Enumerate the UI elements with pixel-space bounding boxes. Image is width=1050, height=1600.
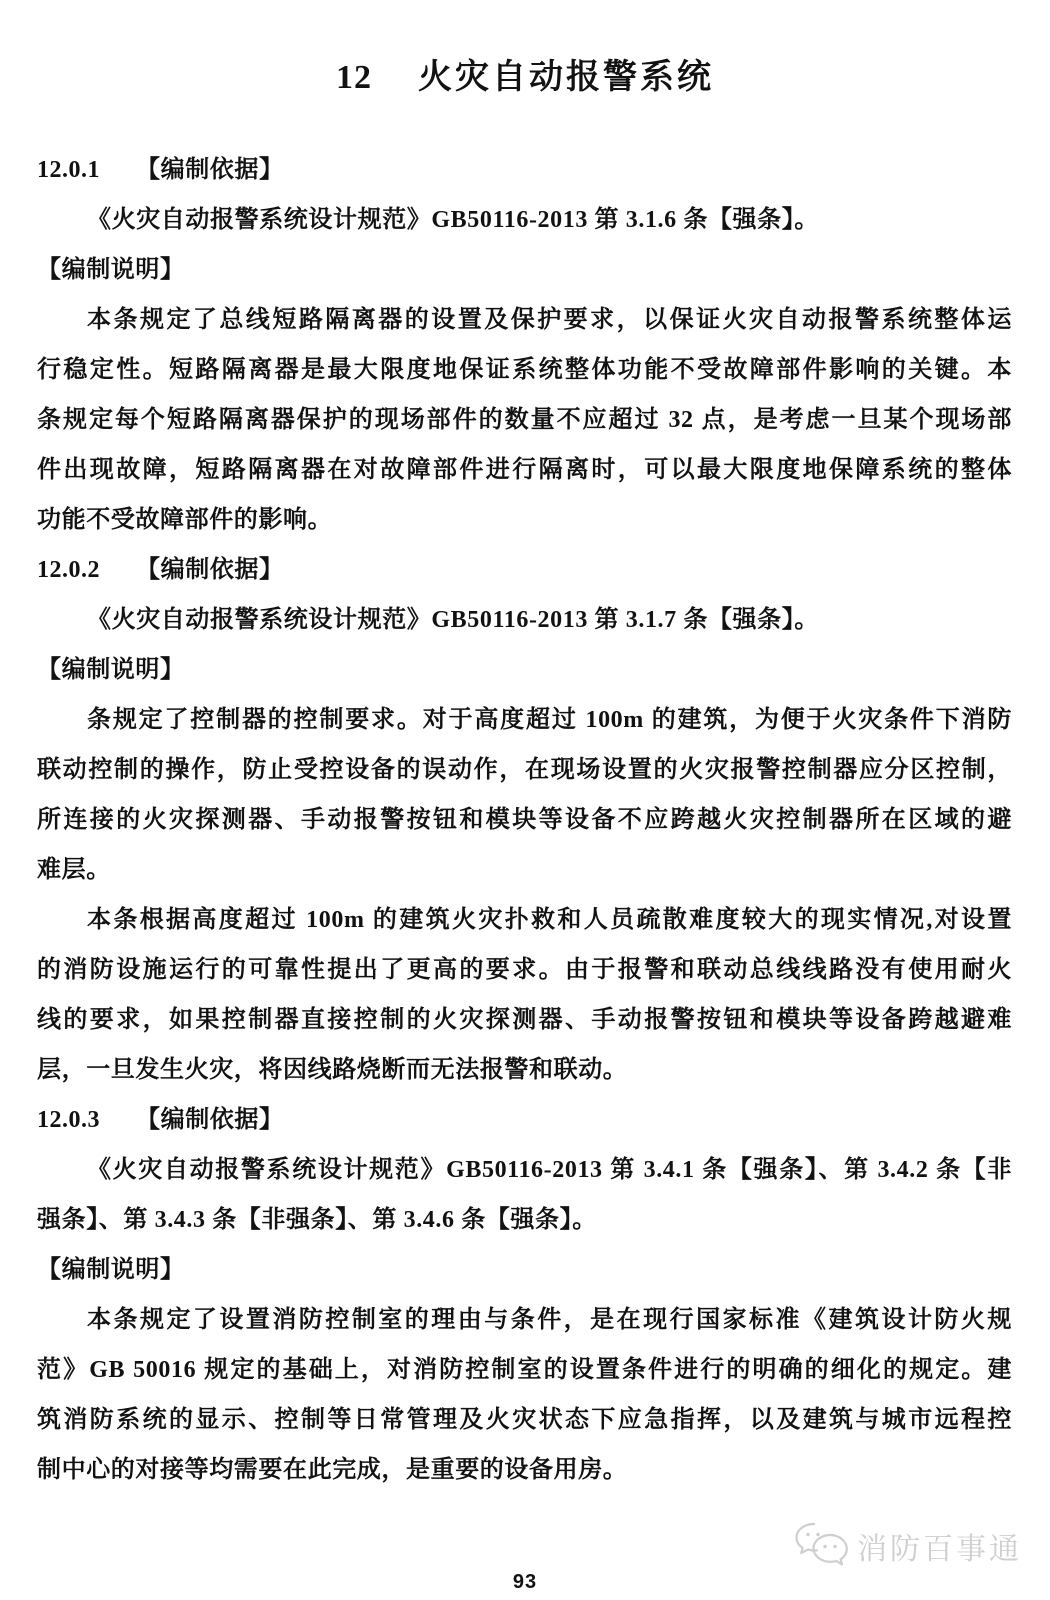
- chapter-title: [0, 55, 1050, 101]
- paragraph-line: 功能不受故障部件的影响。: [37, 507, 333, 533]
- paragraph-line: 条规定了控制器的控制要求。对于高度超过 100m 的建筑，为便于火灾条件下消防: [87, 707, 1012, 733]
- section-number: 12.0.1: [37, 157, 100, 183]
- explain-label: 【编制说明】: [37, 1257, 185, 1283]
- paragraph-line: 本条根据高度超过 100m 的建筑火灾扑救和人员疏散难度较大的现实情况,对设置: [87, 907, 1012, 933]
- paragraph-line: 行稳定性。短路隔离器是最大限度地保证系统整体功能不受故障部件影响的关键。本: [37, 357, 1012, 383]
- paragraph-line: 线的要求，如果控制器直接控制的火灾探测器、手动报警按钮和模块等设备跨越避难: [37, 1007, 1012, 1033]
- explain-label: 【编制说明】: [37, 257, 185, 283]
- basis-label: 【编制依据】: [136, 1107, 284, 1133]
- basis-reference-line: 《火灾自动报警系统设计规范》GB50116-2013 第 3.1.6 条【强条】。: [87, 207, 819, 233]
- section-heading: [37, 1095, 1012, 1145]
- paragraph-line: 的消防设施运行的可靠性提出了更高的要求。由于报警和联动总线线路没有使用耐火: [37, 957, 1012, 983]
- paragraph-line: 所连接的火灾探测器、手动报警按钮和模块等设备不应跨越火灾控制器所在区域的避: [37, 807, 1012, 833]
- paragraph-line: 范》GB 50016 规定的基础上，对消防控制室的设置条件进行的明确的细化的规定。建: [37, 1357, 1012, 1383]
- basis-reference-line: 《火灾自动报警系统设计规范》GB50116-2013 第 3.4.1 条【强条】、第 3.4.2 条【非: [87, 1157, 1012, 1183]
- section-heading: [37, 545, 1012, 595]
- section-number: 12.0.2: [37, 557, 100, 583]
- basis-reference-line: 强条】、第 3.4.3 条【非强条】、第 3.4.6 条【强条】。: [37, 1207, 597, 1233]
- paragraph-line: 件出现故障，短路隔离器在对故障部件进行隔离时，可以最大限度地保障系统的整体: [37, 457, 1012, 483]
- section-heading: [37, 145, 1012, 195]
- paragraph-line: 层，一旦发生火灾，将因线路烧断而无法报警和联动。: [37, 1057, 628, 1083]
- paragraph-line: 本条规定了设置消防控制室的理由与条件，是在现行国家标准《建筑设计防火规: [87, 1307, 1012, 1333]
- watermark: [793, 1522, 1022, 1570]
- paragraph-line: 制中心的对接等均需要在此完成，是重要的设备用房。: [37, 1457, 628, 1483]
- chapter-number: 12: [336, 59, 372, 96]
- chat-bubbles-icon: [793, 1522, 851, 1570]
- paragraph-line: 本条规定了总线短路隔离器的设置及保护要求，以保证火灾自动报警系统整体运: [87, 307, 1012, 333]
- chapter-title-text: 火灾自动报警系统: [418, 59, 714, 96]
- paragraph-line: 难层。: [37, 857, 111, 883]
- page-number: 93: [512, 1571, 538, 1593]
- explain-label: 【编制说明】: [37, 657, 185, 683]
- basis-label: 【编制依据】: [136, 557, 284, 583]
- basis-reference-line: 《火灾自动报警系统设计规范》GB50116-2013 第 3.1.7 条【强条】。: [87, 607, 819, 633]
- basis-label: 【编制依据】: [136, 157, 284, 183]
- paragraph-line: 筑消防系统的显示、控制等日常管理及火灾状态下应急指挥，以及建筑与城市远程控: [37, 1407, 1012, 1433]
- paragraph-line: 条规定每个短路隔离器保护的现场部件的数量不应超过 32 点，是考虑一旦某个现场部: [37, 407, 1012, 433]
- document-body: [37, 145, 1012, 1495]
- paragraph-line: 联动控制的操作，防止受控设备的误动作，在现场设置的火灾报警控制器应分区控制，: [37, 757, 1012, 783]
- section-number: 12.0.3: [37, 1107, 100, 1133]
- watermark-text: 消防百事通: [857, 1533, 1022, 1566]
